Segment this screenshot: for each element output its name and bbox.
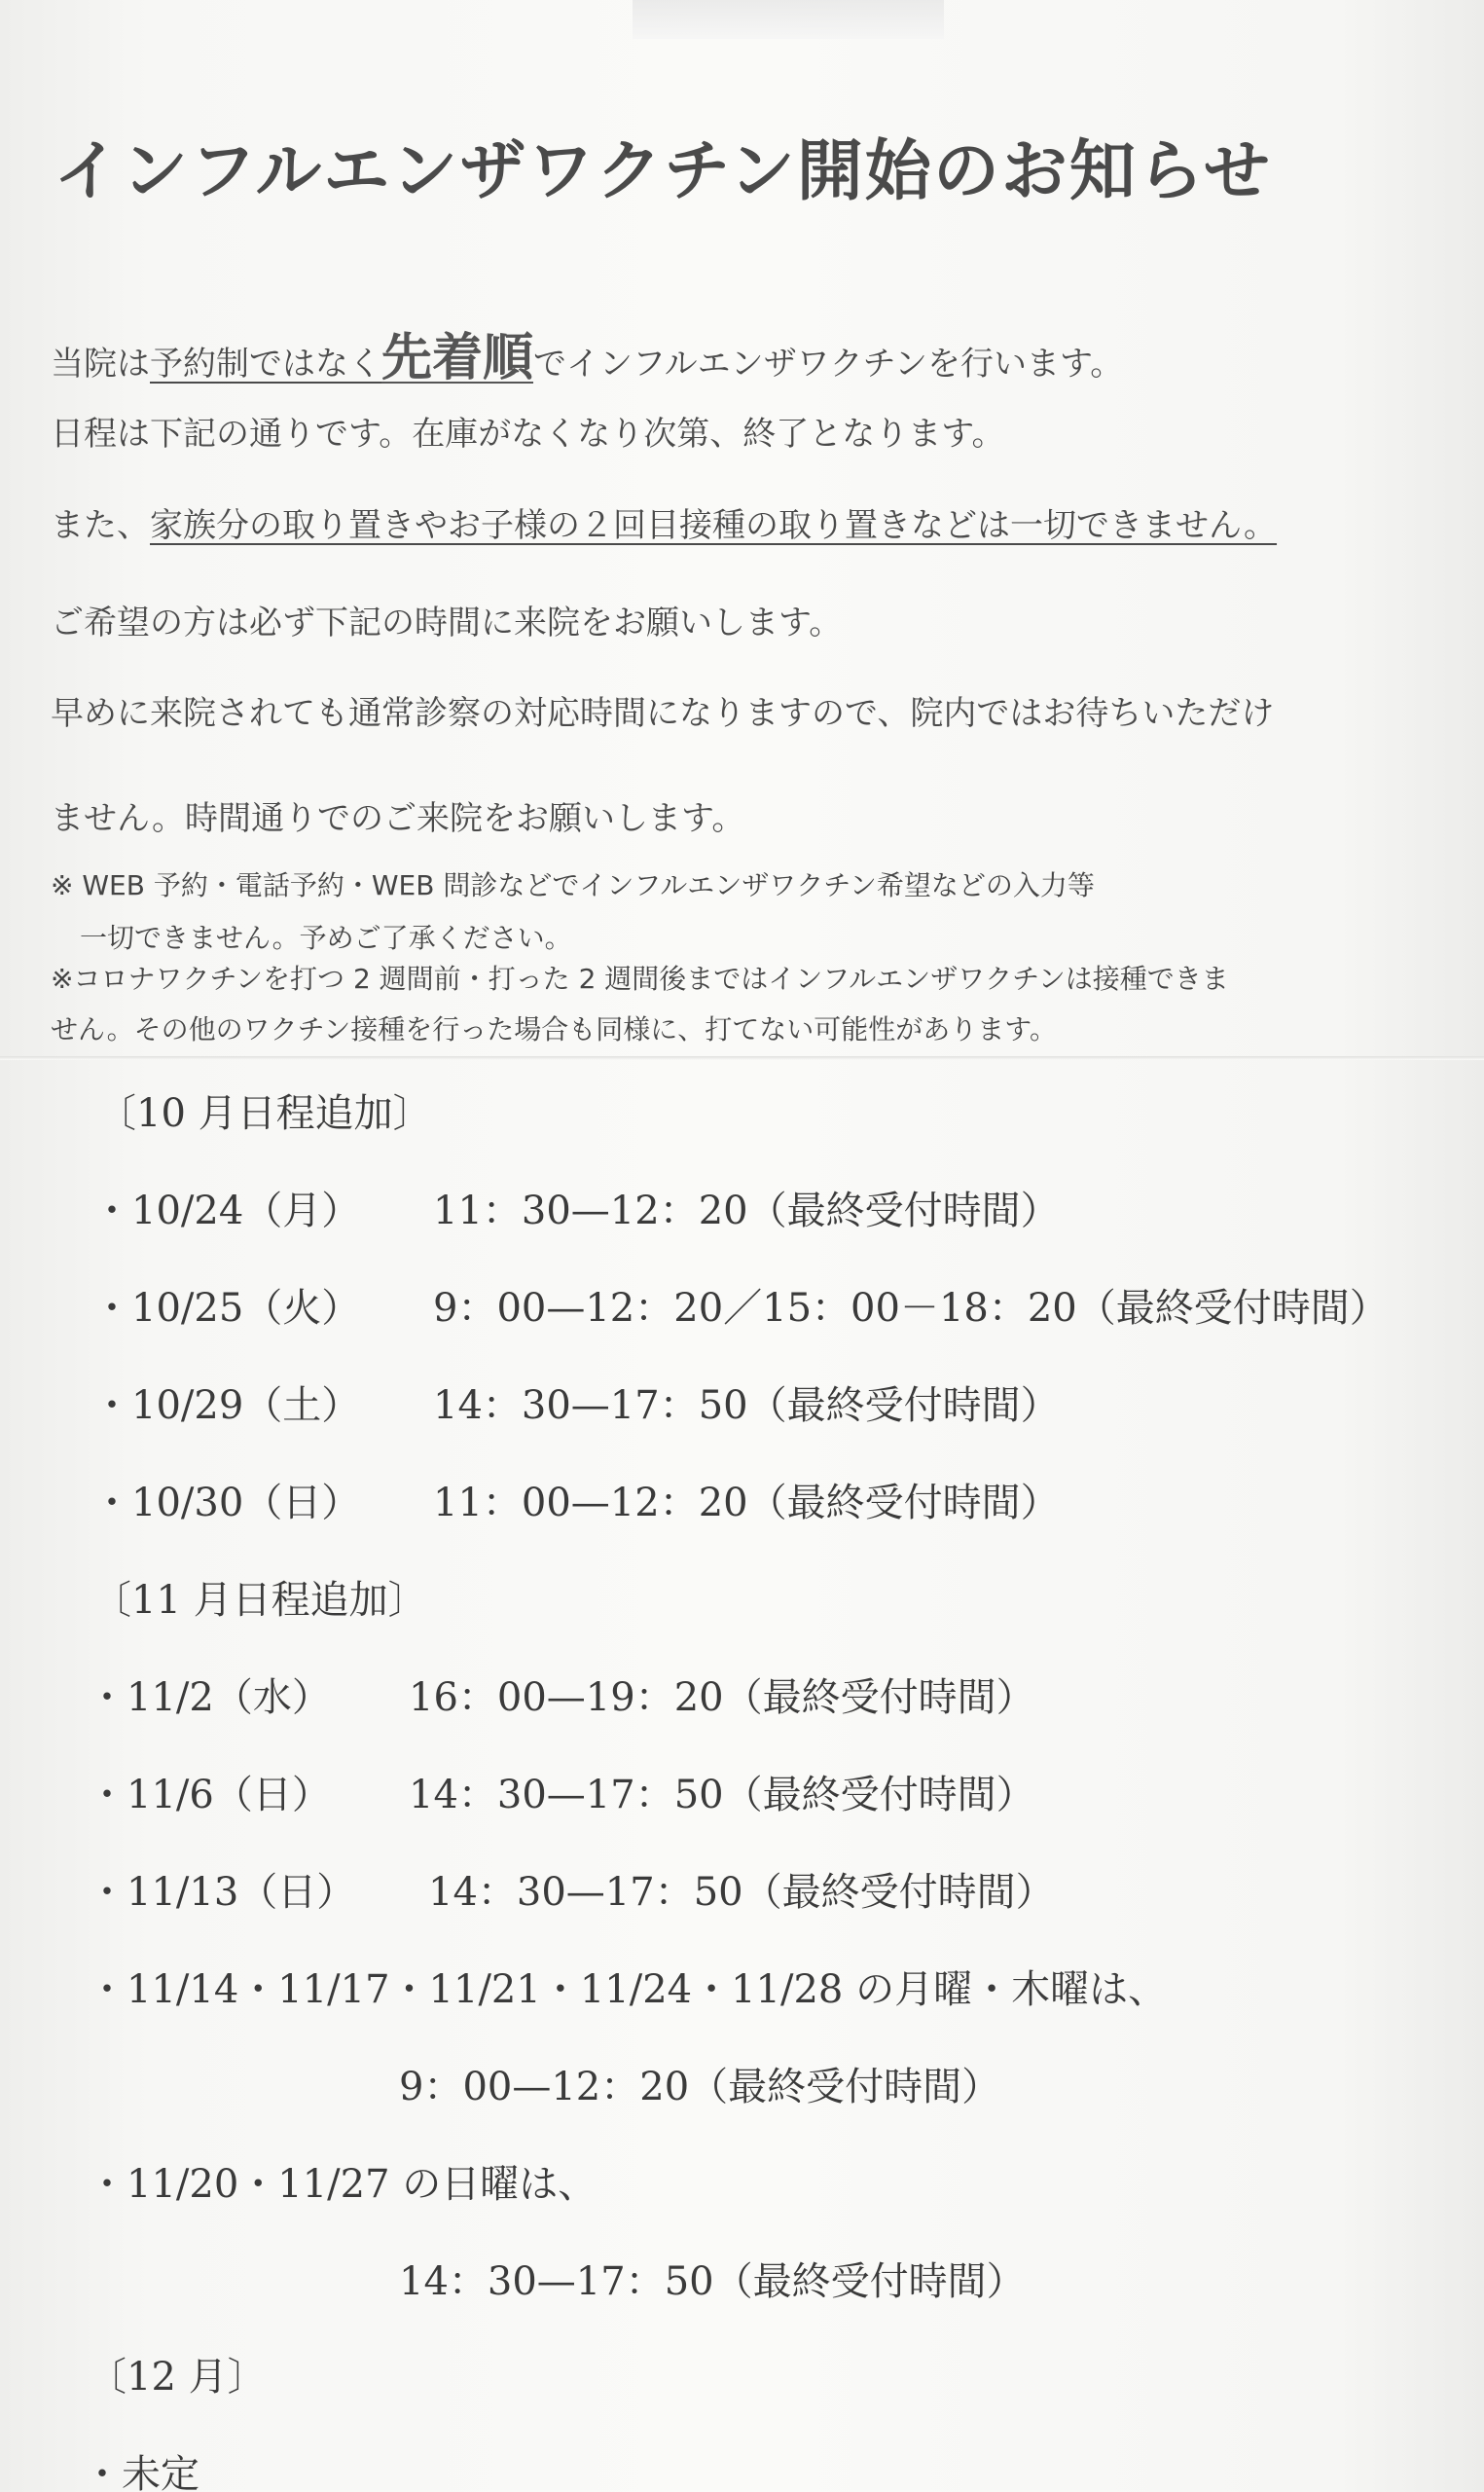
schedule-time: 14：30—17：50（最終受付時間） <box>409 1773 1035 1817</box>
intro-line-5: 早めに来院されても通常診察の対応時間になりますので、院内ではお待ちいただけ <box>51 694 1275 733</box>
schedule-time: 9：00—12：20／15：00－18：20（最終受付時間） <box>433 1286 1389 1331</box>
december-header: 〔12 月〕 <box>88 2355 267 2400</box>
note-4: せん。その他のワクチン接種を行った場合も同様に、打てない可能性があります。 <box>51 1013 1058 1045</box>
intro-line-2: 日程は下記の通りです。在庫がなくなり次第、終了となります。 <box>51 415 1005 454</box>
no-holding-text: 家族分の取り置きやお子様の２回目接種の取り置きなどは一切できません。 <box>150 506 1278 545</box>
also-text: また、 <box>51 506 150 545</box>
intro-clinic-text: 当院は <box>51 345 150 384</box>
intro-line-3 <box>51 498 1277 546</box>
schedule-date: ・10/25（火） <box>92 1286 361 1331</box>
november-header: 〔11 月日程追加〕 <box>92 1578 427 1623</box>
schedule-date: ・11/2（水） <box>88 1675 331 1720</box>
schedule-date: ・10/24（月） <box>92 1189 361 1233</box>
schedule-date: ・10/30（日） <box>92 1481 361 1525</box>
schedule-time: 14：30—17：50（最終受付時間） <box>428 1870 1055 1915</box>
intro-line-6: ません。時間通りでのご来院をお願いします。 <box>51 799 745 838</box>
december-item: ・未定 <box>83 2452 199 2492</box>
schedule-time: 14：30—17：50（最終受付時間） <box>433 1383 1060 1428</box>
sunday-time: 14：30—17：50（最終受付時間） <box>399 2259 1026 2304</box>
notice-title: インフルエンザワクチン開始のお知らせ <box>54 133 1272 210</box>
note-1: ※ WEB 予約・電話予約・WEB 問診などでインフルエンザワクチン希望などの入力等 <box>51 869 1095 901</box>
sunday-dates: ・11/20・11/27 の日曜は、 <box>88 2162 597 2207</box>
vaccine-text: でインフルエンザワクチンを行います。 <box>533 345 1124 384</box>
note-3: ※コロナワクチンを打つ 2 週間前・打った 2 週間後まではインフルエンザワクチンは接種できま <box>51 963 1229 995</box>
weekday-time: 9：00—12：20（最終受付時間） <box>399 2065 1001 2109</box>
note-2: 一切できません。予めご了承ください。 <box>80 922 572 954</box>
weekday-dates: ・11/14・11/17・11/21・11/24・11/28 の月曜・木曜は、 <box>88 1967 1168 2012</box>
schedule-date: ・11/13（日） <box>88 1870 356 1915</box>
schedule-date: ・10/29（土） <box>92 1383 361 1428</box>
schedule-date: ・11/6（日） <box>88 1773 331 1817</box>
intro-line-1 <box>51 316 1123 389</box>
schedule-time: 11：30—12：20（最終受付時間） <box>433 1189 1060 1233</box>
paper-fold-line <box>0 1056 1484 1060</box>
schedule-time: 16：00—19：20（最終受付時間） <box>409 1675 1035 1720</box>
first-come-text: 先着順 <box>381 329 534 387</box>
october-header: 〔10 月日程追加〕 <box>97 1091 432 1136</box>
schedule-time: 11：00—12：20（最終受付時間） <box>433 1481 1060 1525</box>
tape-strip <box>633 0 944 39</box>
no-reservation-text: 予約制ではなく <box>150 345 381 384</box>
intro-line-4: ご希望の方は必ず下記の時間に来院をお願いします。 <box>51 604 843 642</box>
